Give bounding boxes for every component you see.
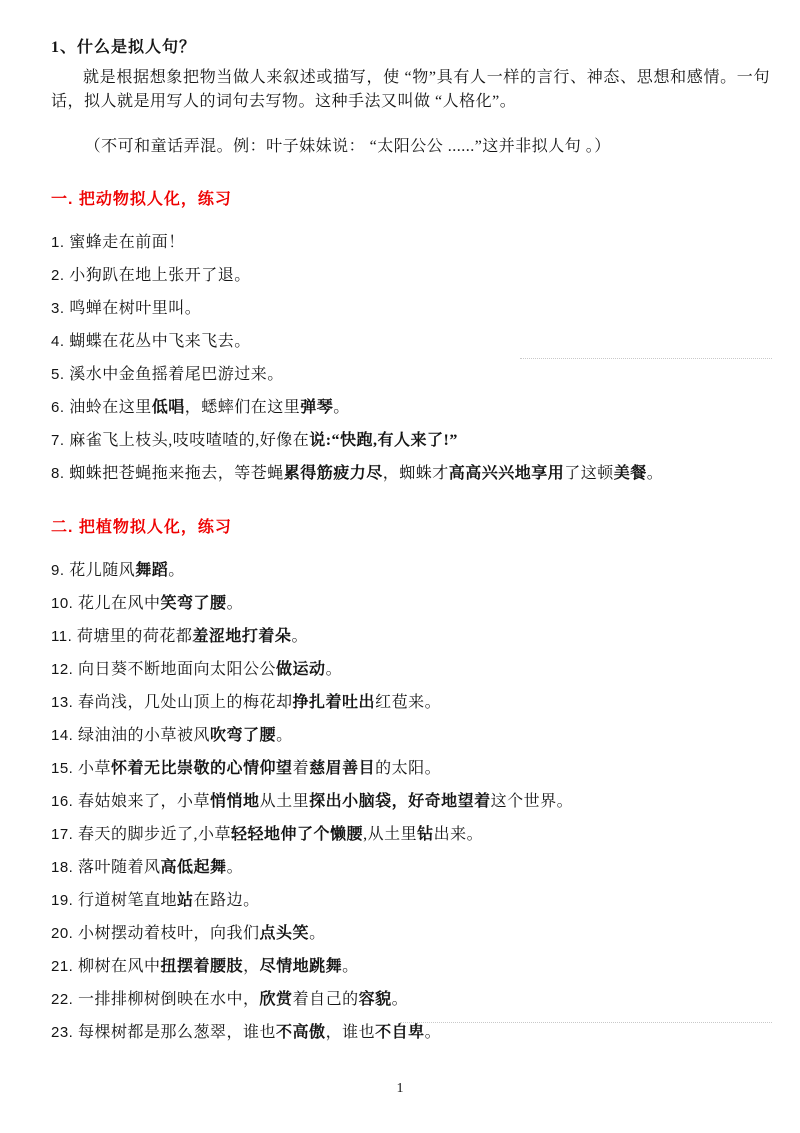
item-text-segment: 挣扎着吐出 <box>292 694 376 711</box>
scan-dotted-line <box>520 358 772 359</box>
list-item <box>51 430 770 451</box>
item-text-segment: 高高兴兴地享用 <box>448 465 565 482</box>
section-heading: 一. 把动物拟人化，练习 <box>51 191 232 208</box>
list-item <box>51 331 770 352</box>
item-text-segment: 。 <box>646 465 664 482</box>
list-item <box>51 791 770 812</box>
item-number: 6. <box>51 399 70 416</box>
item-number: 12. <box>51 661 79 678</box>
item-text-segment: 每棵树都是那么葱翠，谁也 <box>78 1024 277 1041</box>
list-item <box>51 725 770 746</box>
item-text-segment: 油蛉在这里 <box>69 399 152 416</box>
item-number: 2. <box>51 267 70 284</box>
item-text-segment: 春尚浅，几处山顶上的梅花却 <box>78 694 293 711</box>
item-text-segment: 站 <box>177 892 194 909</box>
item-text-segment: 小狗趴在地上张开了退。 <box>69 267 251 284</box>
item-text-segment: 绿油油的小草被风 <box>78 727 211 744</box>
list-item <box>51 758 770 779</box>
item-text-segment: 鸣蝉在树叶里叫。 <box>69 300 202 317</box>
item-text-segment: 。 <box>226 859 244 876</box>
section-heading: 二. 把植物拟人化，练习 <box>51 519 232 536</box>
item-text-segment: 笑弯了腰 <box>160 595 227 612</box>
item-text-segment: 行道树笔直地 <box>78 892 178 909</box>
item-text-segment: 在路边。 <box>193 892 260 909</box>
item-text-segment: 弹琴 <box>300 399 334 416</box>
item-number: 10. <box>51 595 79 612</box>
item-text-segment: 小树摆动着枝叶，向我们 <box>78 925 260 942</box>
item-text-segment: ，蜘蛛才 <box>382 465 449 482</box>
item-text-segment: 这个世界。 <box>490 793 574 810</box>
list-item <box>51 857 770 878</box>
list-item <box>51 923 770 944</box>
item-text-segment: 慈眉善目 <box>309 760 376 777</box>
item-number: 23. <box>51 1024 79 1041</box>
item-text-segment: 着 <box>292 760 310 777</box>
list-item <box>51 364 770 385</box>
item-number: 22. <box>51 991 79 1008</box>
item-text-segment: 说:“快跑,有人来了!” <box>309 432 458 449</box>
list-item <box>51 890 770 911</box>
item-text-segment: ，蟋蟀们在这里 <box>184 399 301 416</box>
item-text-segment: ，谁也 <box>325 1024 376 1041</box>
list-item <box>51 692 770 713</box>
item-number: 17. <box>51 826 79 843</box>
item-text-segment: 柳树在风中 <box>78 958 161 975</box>
item-text-segment: 欣赏 <box>259 991 293 1008</box>
item-text-segment: 麻雀飞上枝头,吱吱喳喳的,好像在 <box>69 432 310 449</box>
item-number: 3. <box>51 300 70 317</box>
item-text-segment: 做运动 <box>276 661 326 678</box>
item-text-segment: 出来。 <box>433 826 484 843</box>
item-number: 16. <box>51 793 79 810</box>
list-item <box>51 232 770 253</box>
item-number: 1. <box>51 234 70 251</box>
list-item <box>51 956 770 977</box>
item-text-segment: 溪水中金鱼摇着尾巴游过来。 <box>69 366 284 383</box>
list-item <box>51 593 770 614</box>
item-text-segment: 。 <box>391 991 409 1008</box>
list-item <box>51 560 770 581</box>
item-text-segment: 着自己的 <box>292 991 359 1008</box>
item-text-segment: 吹弯了腰 <box>210 727 277 744</box>
page-title: 1、什么是拟人句？ <box>51 39 197 56</box>
item-text-segment: 舞蹈 <box>135 562 169 579</box>
item-text-segment: 。 <box>226 595 244 612</box>
item-text-segment: 悄悄地 <box>210 793 260 810</box>
list-item <box>51 659 770 680</box>
item-text-segment: 轻轻地伸了个懒腰 <box>231 826 364 843</box>
item-text-segment: 羞涩地打着朵 <box>192 628 292 645</box>
item-text-segment: 钻 <box>417 826 434 843</box>
list-item <box>51 626 770 647</box>
list-item <box>51 1022 770 1043</box>
item-text-segment: 向日葵不断地面向太阳公公 <box>78 661 277 678</box>
item-number: 8. <box>51 465 70 482</box>
item-number: 18. <box>51 859 79 876</box>
item-text-segment: 蝴蝶在花丛中飞来飞去。 <box>69 333 251 350</box>
item-text-segment: 了这顿 <box>564 465 614 482</box>
item-number: 4. <box>51 333 70 350</box>
list-item <box>51 989 770 1010</box>
list-item <box>51 824 770 845</box>
item-text-segment: 累得筋疲力尽 <box>283 465 383 482</box>
item-number: 5. <box>51 366 70 383</box>
item-text-segment: 花儿在风中 <box>78 595 161 612</box>
item-text-segment: 荷塘里的荷花都 <box>76 628 193 645</box>
item-number: 9. <box>51 562 70 579</box>
item-text-segment: 落叶随着风 <box>78 859 161 876</box>
item-text-segment: 。 <box>342 958 359 975</box>
intro-paragraph: 就是根据想象把物当做人来叙述或描写，使 “物”具有人一样的言行、神态、思想和感情。一句话，拟人就是用写人的词句去写物。这种手法又叫做 “人格化”。 <box>51 69 770 110</box>
item-text-segment: 蜜蜂走在前面！ <box>69 234 185 251</box>
list-item <box>51 298 770 319</box>
list-item <box>51 265 770 286</box>
scan-dotted-line <box>400 1022 772 1023</box>
item-number: 21. <box>51 958 79 975</box>
item-text-segment: 不自卑 <box>375 1024 425 1041</box>
item-text-segment: ,从土里 <box>363 826 418 843</box>
item-text-segment: 。 <box>424 1024 442 1041</box>
item-text-segment: 容貌 <box>358 991 392 1008</box>
item-text-segment: 的太阳。 <box>375 760 442 777</box>
item-text-segment: 低唱 <box>151 399 185 416</box>
list-item <box>51 463 770 484</box>
sections-container <box>51 186 770 1043</box>
item-text-segment: 扭摆着腰肢 <box>160 958 244 975</box>
list-item <box>51 397 770 418</box>
item-text-segment: 小草 <box>78 760 112 777</box>
item-text-segment: ， <box>243 958 260 975</box>
item-text-segment: 红苞来。 <box>375 694 442 711</box>
item-text-segment: 美餐 <box>613 465 647 482</box>
item-text-segment: 。 <box>276 727 293 744</box>
item-text-segment: 探出小脑袋，好奇地望着 <box>309 793 491 810</box>
page-number: 1 <box>396 1081 404 1096</box>
item-text-segment: 。 <box>168 562 185 579</box>
note-paragraph: （不可和童话弄混。例：叶子妹妹说： “太阳公公 ......”这并非拟人句 。） <box>84 138 611 155</box>
item-text-segment: 从土里 <box>259 793 310 810</box>
item-text-segment: 。 <box>291 628 308 645</box>
item-number: 15. <box>51 760 79 777</box>
item-number: 20. <box>51 925 79 942</box>
item-text-segment: 尽情地跳舞 <box>259 958 343 975</box>
item-text-segment: 一排排柳树倒映在水中， <box>78 991 260 1008</box>
item-text-segment: 春天的脚步近了,小草 <box>78 826 232 843</box>
item-text-segment: 怀着无比崇敬的心情仰望 <box>111 760 293 777</box>
item-text-segment: 。 <box>325 661 343 678</box>
item-number: 13. <box>51 694 79 711</box>
item-text-segment: 高低起舞 <box>160 859 227 876</box>
item-number: 7. <box>51 432 70 449</box>
item-text-segment: 花儿随风 <box>69 562 136 579</box>
item-number: 19. <box>51 892 79 909</box>
item-text-segment: 。 <box>309 925 326 942</box>
item-text-segment: 不高傲 <box>276 1024 326 1041</box>
item-text-segment: 蜘蛛把苍蝇拖来拖去，等苍蝇 <box>69 465 284 482</box>
item-text-segment: 春姑娘来了，小草 <box>78 793 211 810</box>
item-text-segment: 。 <box>333 399 350 416</box>
item-number: 14. <box>51 727 79 744</box>
item-number: 11. <box>51 628 77 645</box>
item-text-segment: 点头笑 <box>259 925 310 942</box>
